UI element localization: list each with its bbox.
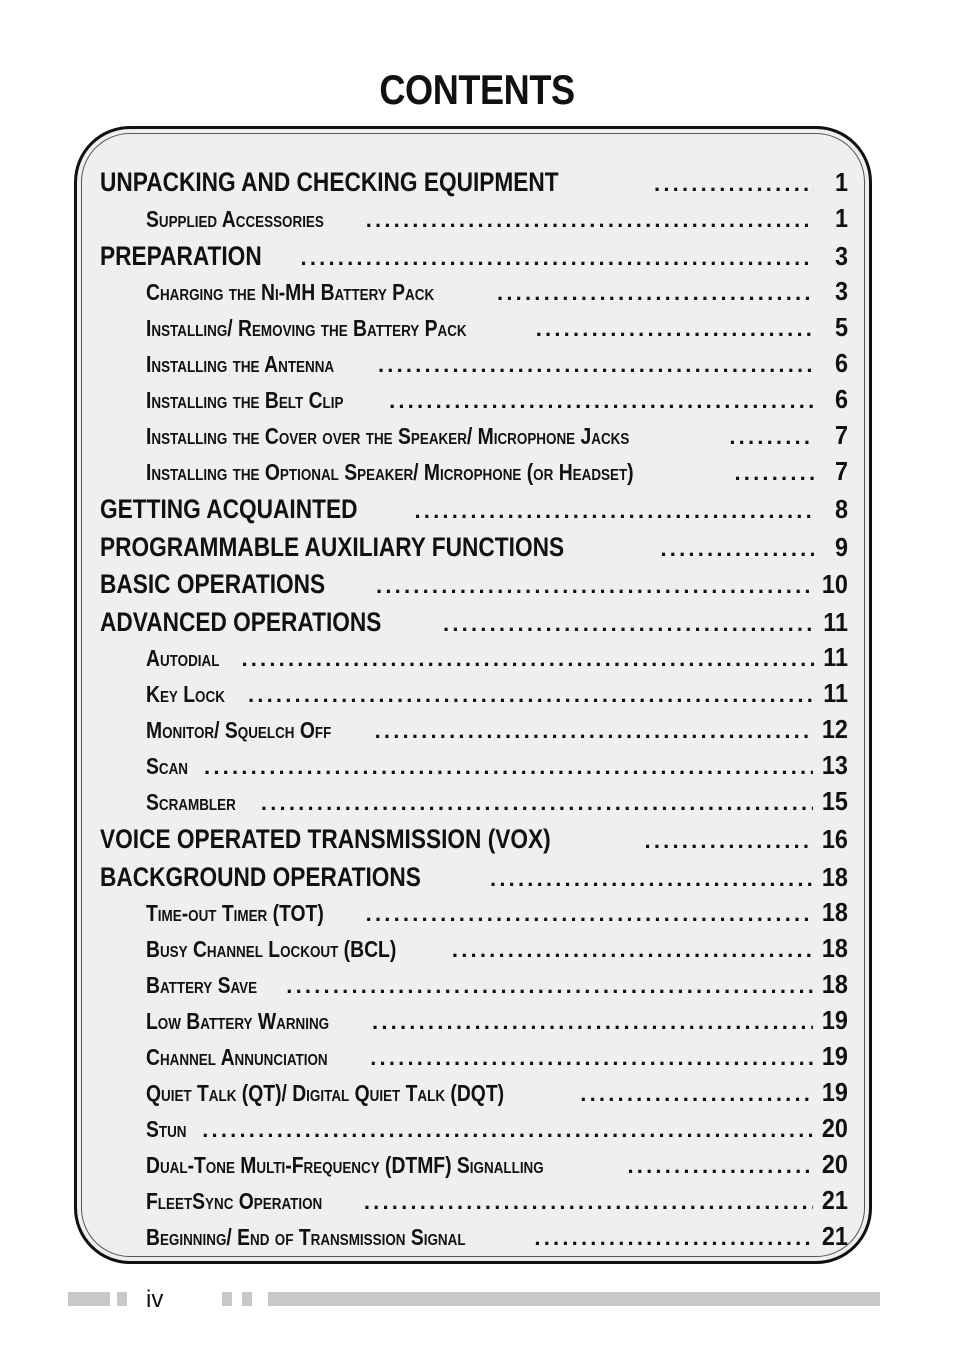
dot-leader [202,1110,813,1150]
toc-section-entry [100,160,848,198]
toc-subsection-entry [100,1000,848,1036]
toc-entry-page: 6 [834,384,848,414]
toc-entry-title: Autodial [146,645,220,671]
toc-entry-page: 18 [821,969,848,999]
toc-entry-title: Installing the Cover over the Speaker/ Microphone Jacks [146,423,630,449]
toc-entry-page: 19 [821,1005,848,1035]
toc-section-entry [100,817,848,855]
dot-leader [580,1074,813,1114]
toc-entry-title: Installing the Belt Clip [146,387,344,413]
toc-subsection-entry [100,1072,848,1108]
toc-entry-page: 12 [821,714,848,744]
toc-entry-page: 8 [834,494,848,524]
toc-entry-title: ADVANCED OPERATIONS [100,606,382,637]
dot-leader [286,966,813,1006]
toc-entry-page: 13 [821,750,848,780]
dot-leader [241,639,814,679]
dot-leader [627,1146,813,1186]
dot-leader [370,1038,813,1078]
footer-bar-left [68,1292,110,1306]
toc-subsection-entry [100,637,848,673]
dot-leader [366,894,813,934]
dot-leader [248,675,814,715]
toc-entry-title: BASIC OPERATIONS [100,569,326,599]
toc-section-entry [100,487,848,525]
page-number: iv [146,1286,164,1313]
footer-square [222,1292,232,1306]
dot-leader [366,200,814,240]
toc-entry-title: Scan [146,753,189,779]
toc-entry-page: 11 [823,642,848,672]
toc-subsection-entry [100,451,848,487]
table-of-contents [100,160,848,1252]
toc-entry-title: Time-out Timer (TOT) [146,900,324,926]
toc-entry-title: Channel Annunciation [146,1044,328,1070]
toc-subsection-entry [100,1108,848,1144]
toc-subsection-entry [100,1180,848,1216]
toc-entry-title: Stun [146,1116,187,1142]
toc-entry-title: Low Battery Warning [146,1008,330,1034]
dot-leader [534,1218,813,1258]
footer-square-left [117,1292,127,1306]
dot-leader [204,747,813,787]
toc-entry-title: Installing/ Removing the Battery Pack [146,315,467,341]
toc-entry-page: 20 [821,1113,848,1143]
toc-entry-title: UNPACKING AND CHECKING EQUIPMENT [100,167,559,197]
toc-subsection-entry [100,892,848,928]
toc-entry-page: 10 [821,569,848,599]
page-title: CONTENTS [379,66,575,113]
toc-entry-title: Charging the Ni-MH Battery Pack [146,279,435,305]
toc-entry-page: 19 [821,1077,848,1107]
page-footer [0,1288,954,1312]
toc-entry-title: VOICE OPERATED TRANSMISSION (VOX) [100,824,551,854]
toc-entry-title: Supplied Accessories [146,205,324,232]
toc-entry-page: 3 [834,276,848,306]
dot-leader [372,1002,813,1042]
toc-subsection-entry [100,709,848,745]
toc-entry-page: 5 [834,312,848,342]
toc-subsection-entry [100,307,848,343]
toc-entry-title: Busy Channel Lockout (BCL) [146,936,397,962]
toc-subsection-entry [100,673,848,709]
toc-entry-page: 21 [821,1185,848,1215]
dot-leader [729,417,814,457]
toc-subsection-entry [100,379,848,415]
dot-leader [536,309,814,349]
toc-subsection-entry [100,745,848,781]
footer-bar-right [268,1292,880,1306]
toc-entry-page: 19 [821,1041,848,1071]
toc-entry-title: Installing the Antenna [146,351,335,377]
toc-entry-page: 16 [821,824,848,854]
dot-leader [364,1182,813,1222]
toc-entry-page: 11 [823,606,848,637]
toc-entry-page: 18 [821,861,848,892]
toc-entry-page: 18 [821,897,848,927]
toc-entry-page: 7 [834,456,848,486]
toc-entry-title: Scrambler [146,789,236,815]
dot-leader [375,711,813,751]
toc-subsection-entry [100,964,848,1000]
toc-entry-title: Dual-Tone Multi-Frequency (DTMF) Signalling [146,1152,544,1178]
footer-square [242,1292,252,1306]
dot-leader [497,273,814,313]
toc-subsection-entry [100,343,848,379]
toc-entry-page: 11 [823,678,848,708]
toc-entry-title: FleetSync Operation [146,1188,323,1214]
toc-entry-page: 18 [821,933,848,963]
toc-subsection-entry [100,415,848,451]
dot-leader [735,453,815,493]
toc-entry-title: Battery Save [146,972,258,998]
toc-entry-title: Installing the Optional Speaker/ Microphone (or Headset) [146,459,634,485]
toc-section-entry [100,525,848,563]
toc-entry-title: PREPARATION [100,240,262,271]
toc-entry-page: 9 [834,531,848,562]
toc-entry-title: GETTING ACQUAINTED [100,494,358,524]
toc-entry-page: 3 [834,240,848,271]
toc-entry-page: 1 [834,167,848,197]
toc-entry-page: 6 [834,348,848,378]
toc-entry-title: Monitor/ Squelch Off [146,717,332,743]
toc-entry-title: Quiet Talk (QT)/ Digital Quiet Talk (DQT) [146,1080,505,1106]
toc-section-entry [100,234,848,272]
toc-entry-title: BACKGROUND OPERATIONS [100,861,421,892]
toc-entry-title: PROGRAMMABLE AUXILIARY FUNCTIONS [100,531,565,562]
toc-subsection-entry [100,928,848,964]
dot-leader [389,381,814,421]
toc-entry-title: Beginning/ End of Transmission Signal [146,1224,466,1250]
toc-entry-page: 20 [821,1149,848,1179]
toc-subsection-entry [100,1036,848,1072]
toc-entry-title: Key Lock [146,681,225,707]
toc-entry-page: 1 [834,202,848,233]
toc-subsection-entry [100,781,848,817]
dot-leader [378,345,814,385]
toc-entry-page: 21 [821,1221,848,1251]
toc-section-entry [100,600,848,638]
toc-entry-page: 7 [834,420,848,450]
toc-entry-page: 15 [821,786,848,816]
dot-leader [452,930,813,970]
toc-subsection-entry [100,1144,848,1180]
